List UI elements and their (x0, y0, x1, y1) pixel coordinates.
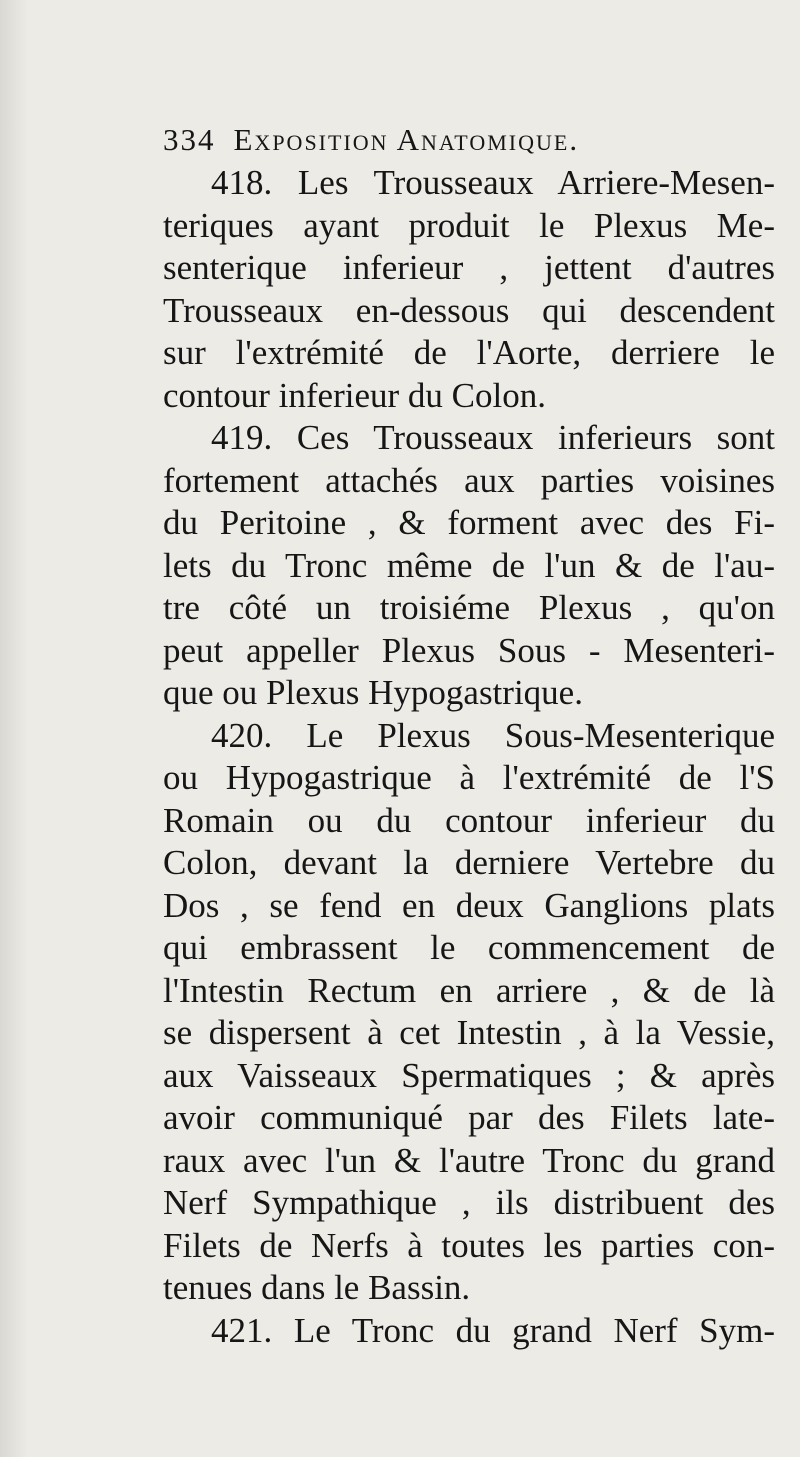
text-line: senterique inferieur , jettent d'autres (163, 248, 775, 287)
text-line: Dos , se fend en deux Ganglions plats (163, 885, 775, 925)
page-text-block (163, 118, 775, 1352)
text-line: tenues dans le Bassin. (163, 1268, 471, 1307)
text-line: avoir communiqué par des Filets late- (163, 1098, 775, 1137)
text-line: contour inferieur du Colon. (163, 375, 546, 415)
text-line: lets du Tronc même de l'un & de l'au- (163, 545, 775, 585)
text-line: se dispersent à cet Intestin , à la Vessie, (163, 1013, 775, 1052)
text-line: raux avec l'un & l'autre Tronc du grand (163, 1140, 775, 1180)
text-line: teriques ayant produit le Plexus Me- (163, 205, 775, 245)
text-line: 420. Le Plexus Sous-Mesenterique (211, 715, 775, 755)
paragraph-418 (163, 162, 775, 417)
text-line: Trousseaux en-dessous qui descendent (163, 290, 775, 330)
text-line: que ou Plexus Hypogastrique. (163, 673, 583, 712)
text-line: fortement attachés aux parties voisines (163, 460, 775, 500)
text-line: du Peritoine , & forment avec des Fi- (163, 503, 775, 542)
text-line: aux Vaisseaux Spermatiques ; & après (163, 1055, 775, 1095)
paragraph-420 (163, 715, 775, 1310)
running-title: Exposition Anatomique. (233, 122, 580, 157)
text-line: tre côté un troisiéme Plexus , qu'on (163, 588, 775, 627)
text-line: Filets de Nerfs à toutes les parties con- (163, 1225, 775, 1265)
text-line: l'Intestin Rectum en arriere , & de là (163, 970, 775, 1010)
text-line: sur l'extrémité de l'Aorte, derriere le (163, 333, 775, 372)
text-line: 418. Les Trousseaux Arriere-Mesen- (211, 163, 775, 202)
text-line: peut appeller Plexus Sous - Mesenteri- (163, 630, 775, 670)
text-line: Romain ou du contour inferieur du (163, 800, 775, 840)
text-line: Nerf Sympathique , ils distribuent des (163, 1183, 775, 1222)
text-line: qui embrassent le commencement de (163, 928, 775, 967)
paragraph-421 (163, 1310, 775, 1353)
text-line: 419. Ces Trousseaux inferieurs sont (211, 418, 775, 457)
paragraph-419 (163, 417, 775, 715)
text-line: ou Hypogastrique à l'extrémité de l'S (163, 758, 775, 797)
page-gutter-shadow (0, 0, 28, 1457)
text-line: 421. Le Tronc du grand Nerf Sym- (211, 1310, 775, 1350)
page-number: 334 (163, 122, 216, 157)
running-head (163, 118, 775, 162)
text-line: Colon, devant la derniere Vertebre du (163, 843, 775, 882)
